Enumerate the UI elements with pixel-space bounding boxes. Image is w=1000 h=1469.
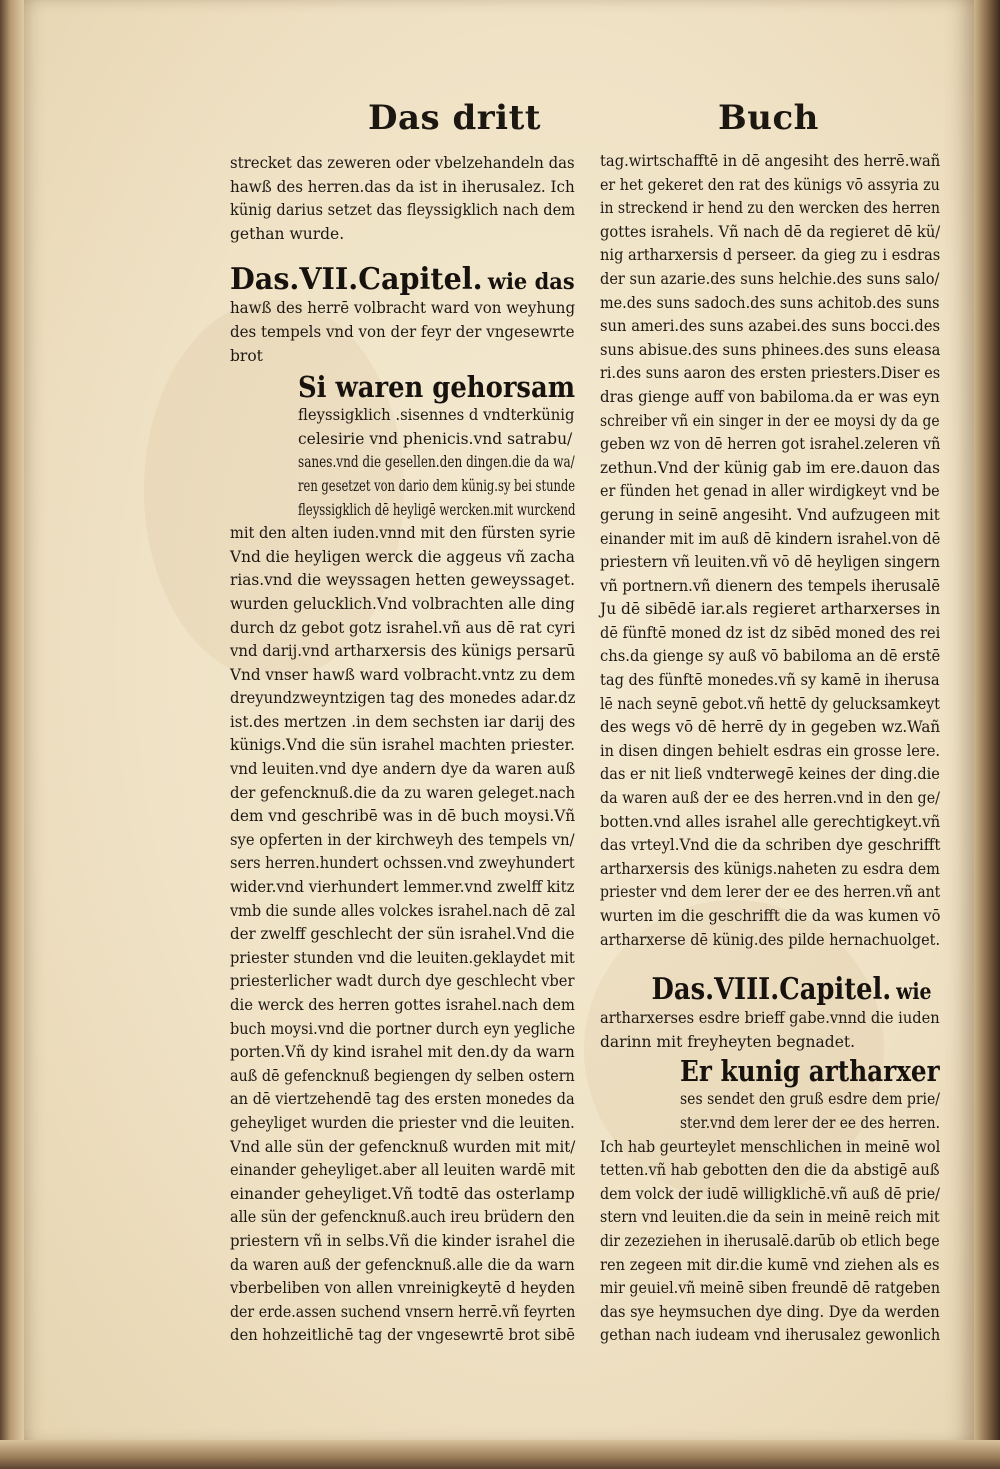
intro-paragraph [230, 152, 575, 246]
text-line: mir geuiel.vñ meinē siben freundē dē ratgeben [600, 1279, 941, 1298]
text-line: botten.vnd alles israhel alle gerechtigkeyt.vñ [600, 812, 941, 831]
text-line: da waren auß der gefencknuß.alle die da warn [230, 1255, 575, 1274]
text-line: chs.da gienge sy auß vō babiloma an dē erstē [600, 647, 941, 666]
text-line: celesirie vnd phenicis.vnd satrabu/ [298, 429, 573, 448]
text-line: des wegs vō dē herrē dy in gegeben wz.Wañ [600, 718, 941, 737]
text-line: das vrteyl.Vnd die da schriben dye geschrifft [600, 836, 941, 855]
text-line: ri.des suns aaron des ersten priesters.Diser es [600, 364, 941, 383]
text-line: das sye heymsuchen dye ding. Dye da werden [600, 1302, 940, 1321]
text-line: darinn mit freyheyten begnadet. [600, 1032, 856, 1051]
text-line: Ich hab geurteylet menschlichen in meinē wol [600, 1137, 941, 1156]
text-line: tetten.vñ hab gebotten den die da abstigē auß [600, 1161, 940, 1180]
page-stack-right-edge [974, 0, 1000, 1469]
text-line: dras gienge auff von babiloma.da er was eyn [600, 387, 940, 406]
page-stack-left-edge [0, 0, 26, 1469]
running-header-left: Das dritt [368, 98, 542, 138]
text-line: die werck des herren gottes israhel.nach dem [230, 996, 575, 1014]
right-text-column [600, 150, 940, 1348]
text-line: porten.Vñ dy kind israhel mit den.dy da warn [230, 1043, 575, 1062]
text-line: hawß des herren.das da ist in iherusalez. Ich [230, 177, 575, 196]
text-line: einander mit im auß dē kindern israhel.von dē [600, 529, 941, 548]
page-stack-bottom-edge [0, 1440, 1000, 1469]
running-header-right: Buch [718, 98, 819, 138]
text-line: auß dē gefencknuß begiengen dy selben ostern [230, 1066, 575, 1085]
text-line: suns abisue.des suns phinees.des suns eleasa [600, 340, 941, 359]
opening-words: Si waren gehorsam [298, 370, 576, 405]
text-line: Ju dē sibēdē iar.als regieret artharxerses in [600, 600, 941, 619]
opening-block [600, 1054, 940, 1135]
text-line: dir zezeziehen in iherusalē.darūb ob etlich bege [600, 1231, 940, 1250]
text-line: alle sün der gefencknuß.auch ireu brüdern den [230, 1208, 575, 1227]
text-line: gottes israhels. Vñ nach dē da regieret dē kü/ [600, 222, 941, 241]
text-line: er fünden het genad in aller wirdigkeyt vnd be [600, 482, 940, 501]
text-line: sanes.vnd die gesellen.den dingen.die da wa/ [298, 453, 575, 472]
text-line: vñ portnern.vñ dienern des tempels iherusalē [600, 576, 941, 595]
text-line: Vnd alle sün der gefencknuß wurden mit mit/ [230, 1137, 576, 1156]
text-line: artharxerse dē künig.des pilde hernachuolget. [600, 930, 941, 949]
text-line: ren zegeen mit dir.die kumē vnd ziehen als es [600, 1255, 940, 1274]
text-line: priestern vñ leuiten.vñ vō dē heyligen singern [600, 553, 941, 572]
text-line: er het gekeret den rat des künigs vō assyria zu [600, 175, 940, 194]
text-line: nig artharxersis d perseer. da gieg zu i esdras [600, 246, 941, 265]
text-line: fleyssigklich .sisennes d vndterkünig [298, 406, 575, 425]
chapter-summary [230, 297, 575, 368]
text-line: dem volck der iudē willigklichē.vñ auß dē prie/ [600, 1184, 940, 1203]
text-line: ren gesetzet von dario dem künig.sy bei stunde [298, 476, 576, 495]
opening-block [230, 370, 575, 522]
text-line: in disen dingen behielt esdras ein grosse lere. [600, 741, 941, 760]
text-line: an dē viertzehendē tag des ersten monedes da [230, 1090, 575, 1109]
text-line: priesterlicher wadt durch dye geschlecht vber [230, 972, 575, 991]
text-line: gethan wurde. [230, 224, 345, 243]
text-line: Vnd die heyligen werck die aggeus vñ zacha [230, 547, 575, 566]
text-line: artharxerses esdre brieff gabe.vnnd die iuden [600, 1009, 940, 1028]
text-line: tag des fünftē monedes.vñ sy kamē in iherusa [600, 671, 940, 690]
text-line: Vnd vnser hawß ward volbracht.vntz zu dem [230, 665, 576, 684]
text-line: künig darius setzet das fleyssigklich nach dem [230, 201, 576, 220]
text-line: ist.des mertzen .in dem sechsten iar darij des [230, 712, 576, 731]
text-line: einander geheyliget.aber all leuiten wardē mit [230, 1161, 576, 1180]
text-line: der erde.assen suchend vnsern herrē.vñ feyrten [230, 1302, 576, 1321]
opening-words: Er kunig artharxer [680, 1054, 940, 1089]
text-line: da waren auß der ee des herren.vnd in den ge/ [600, 789, 940, 808]
text-line: gerung in seinē angesiht. Vnd aufzugeen mit [600, 505, 940, 524]
text-line: stern vnd leuiten.die da sein in meinē reich mit [600, 1208, 940, 1227]
text-line: der zwelff geschlecht der sün israhel.Vnd die [230, 925, 575, 944]
text-line: dreyundzweyntzigen tag des monedes adar.dz [230, 689, 576, 708]
text-line: hawß des herrē volbracht ward von weyhung [230, 299, 576, 318]
chapter-heading-rest: wie [896, 979, 932, 1006]
text-line: das er nit ließ vndterwegē keines der ding.die [600, 765, 940, 784]
text-line: sye opferten in der kirchweyh des tempels vn/ [230, 830, 575, 849]
chapter-heading [600, 972, 932, 1008]
text-line: ster.vnd dem lerer der ee des herren. [680, 1113, 940, 1132]
text-line: geben wz von dē herren got israhel.zeleren vñ [600, 435, 941, 454]
chapter-heading-lead: Das.VII.Capitel. [230, 262, 483, 298]
text-line: der gefencknuß.die da zu waren geleget.nach [230, 783, 576, 802]
chapter-heading-lead: Das.VIII.Capitel. [651, 972, 892, 1008]
opening-lines [680, 1088, 940, 1135]
text-line: wider.vnd vierhundert lemmer.vnd zwelff kitz [230, 878, 575, 897]
text-line: brot [230, 346, 263, 365]
text-line: geheyliget wurden die priester vnd die leuiten. [230, 1113, 575, 1132]
chapter-heading-rest: wie das [487, 269, 575, 296]
opening-lines [298, 404, 575, 522]
chapter-body [600, 1136, 940, 1348]
text-line: wurden gelucklich.Vnd volbrachten alle ding [230, 594, 575, 613]
text-line: der sun azarie.des suns helchie.des suns salo/ [600, 269, 940, 288]
text-line: fleyssigklich dē heyligē wercken.mit wurckend [298, 500, 576, 519]
text-line: vberbeliben von allen vnreinigkeytē d heyden [230, 1279, 576, 1298]
text-line: durch dz gebot gotz israhel.vñ aus dē rat cyri [230, 618, 576, 637]
text-line: rias.vnd die weyssagen hetten geweyssaget. [230, 571, 575, 590]
text-line: des tempels vnd von der feyr der vngesewrte [230, 322, 575, 341]
text-line: sun ameri.des suns azabei.des suns bocci.des [600, 317, 941, 336]
text-line: wurten im die geschrifft die da was kumen vō [600, 907, 941, 925]
chapter-heading [230, 262, 575, 298]
text-line: dē fünftē moned dz ist dz sibēd moned des rei [600, 623, 941, 642]
text-line: priestern vñ in selbs.Vñ die kinder israhel die [230, 1231, 576, 1250]
text-line: zethun.Vnd der künig gab im ere.dauon das [600, 458, 941, 477]
text-line: me.des suns sadoch.des suns achitob.des suns [600, 293, 940, 312]
left-text-column [230, 152, 575, 1348]
text-line: gethan nach iudeam vnd iherusalez gewonlich [600, 1326, 941, 1345]
continued-paragraph [600, 150, 940, 952]
text-line: strecket das zeweren oder vbelzehandeln das [230, 154, 575, 172]
text-line: schreiber vñ ein singer in der ee moysi dy da ge [600, 411, 940, 430]
text-line: in streckend ir hend zu den wercken des herren [600, 199, 940, 218]
text-line: dem vnd geschribē was in dē buch moysi.Vñ [230, 807, 576, 826]
text-line: artharxersis des künigs.naheten zu esdra dem [600, 859, 940, 878]
text-line: vnd darij.vnd artharxersis des künigs persarū [230, 642, 576, 661]
text-line: vnd leuiten.vnd dye andern dye da waren auß [230, 760, 576, 779]
text-line: tag.wirtschafftē in dē angesiht des herrē.wañ [600, 152, 941, 170]
text-line: mit den alten iuden.vnnd mit den fürsten syrie [230, 524, 576, 543]
chapter-body [230, 522, 575, 1348]
text-line: priester vnd dem lerer der ee des herren.vñ ant [600, 883, 941, 902]
text-line: sers herren.hundert ochssen.vnd zweyhundert [230, 854, 575, 873]
chapter-summary [600, 1007, 940, 1054]
text-line: buch moysi.vnd die portner durch eyn yegliche [230, 1019, 576, 1038]
text-line: den hohzeitlichē tag der vngesewrtē brot sibē [230, 1326, 576, 1345]
text-line: einander geheyliget.Vñ todtē das osterlamp [230, 1184, 575, 1203]
text-line: ses sendet den gruß esdre dem prie/ [680, 1090, 941, 1109]
text-line: lē nach seynē gebot.vñ hettē dy gelucksamkeyt [600, 694, 940, 713]
text-line: priester stunden vnd die leuiten.geklaydet mit [230, 948, 575, 967]
text-line: künigs.Vnd die sün israhel machten priester. [230, 736, 575, 755]
text-line: vmb die sunde alles volckes israhel.nach dē zal [230, 901, 576, 920]
